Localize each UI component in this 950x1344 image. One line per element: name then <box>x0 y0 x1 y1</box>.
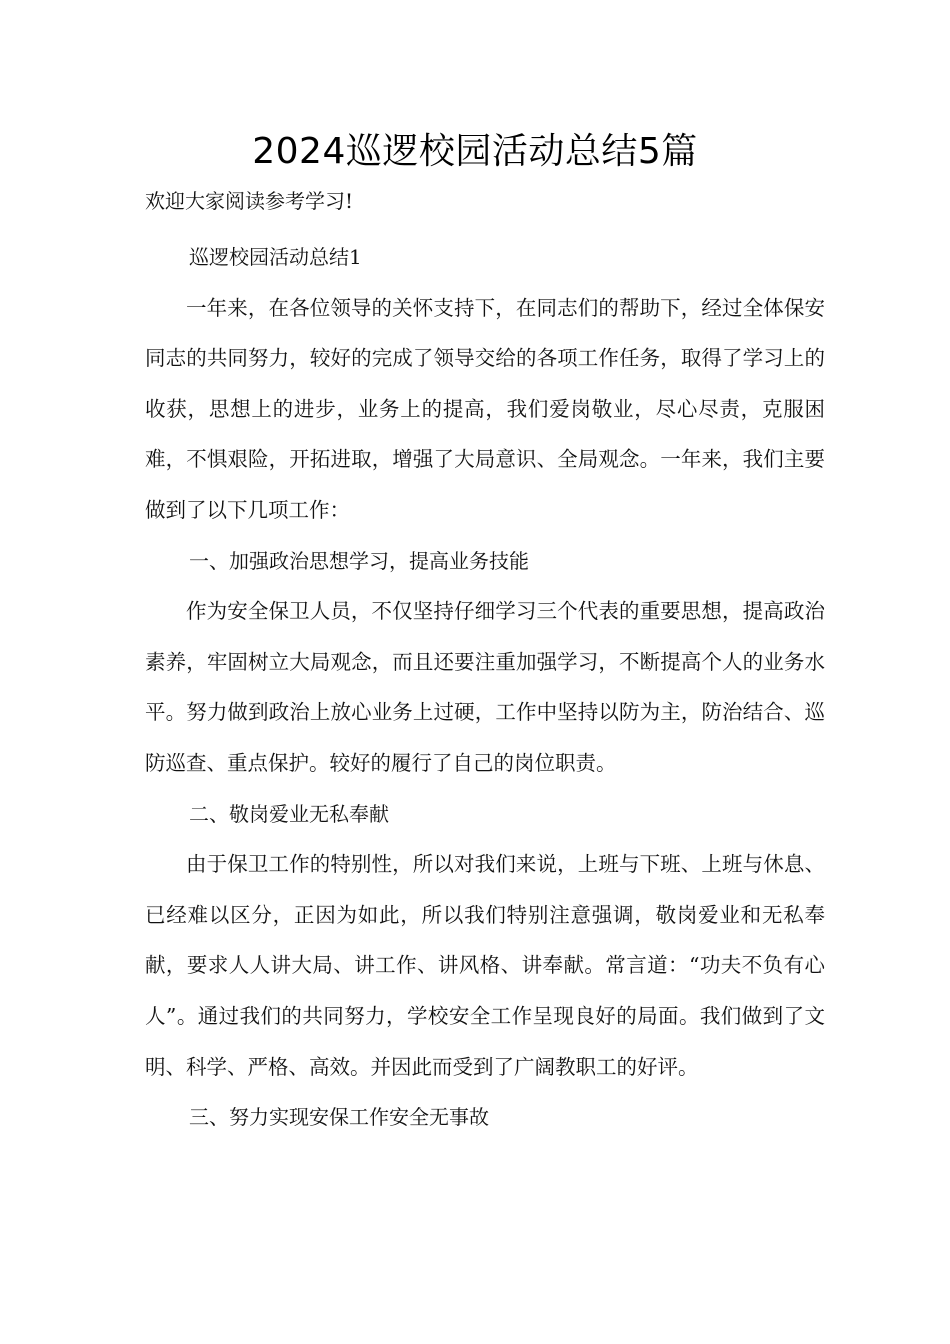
paragraph: 作为安全保卫人员，不仅坚持仔细学习三个代表的重要思想，提高政治素养，牢固树立大局观念，而且还要注重加强学习，不断提高个人的业务水平。努力做到政治上放心业务上过硬，工作中坚持以防为主，防治结合、巡防巡查、重点保护。较好的履行了自己的岗位职责。 <box>145 599 825 775</box>
section-heading: 二、敬岗爱业无私奉献 <box>189 801 389 826</box>
document-title: 2024巡逻校园活动总结5篇 <box>252 131 698 172</box>
section-heading: 巡逻校园活动总结1 <box>189 245 362 269</box>
paragraph: 由于保卫工作的特别性，所以对我们来说，上班与下班、上班与休息、已经难以区分，正因为如此，所以我们特别注意强调，敬岗爱业和无私奉献，要求人人讲大局、讲工作、讲风格、讲奉献。常言道：“功夫不负有心人”。通过我们的共同努力，学校安全工作呈现良好的局面。我们做到了文明、科学、严格、高效。并因此而受到了广阔教职工的好评。 <box>145 852 825 1079</box>
paragraph: 一年来，在各位领导的关怀支持下，在同志们的帮助下，经过全体保安同志的共同努力，较好的完成了领导交给的各项工作任务，取得了学习上的收获，思想上的进步，业务上的提高，我们爱岗敬业，尽心尽责，克服困难，不惧艰险，开拓进取，增强了大局意识、全局观念。一年来，我们主要做到了以下几项工作： <box>145 295 825 522</box>
document-body <box>145 232 825 1143</box>
intro-line: 欢迎大家阅读参考学习! <box>145 189 354 213</box>
section-heading: 一、加强政治思想学习，提高业务技能 <box>189 548 529 573</box>
section-heading: 三、努力实现安保工作安全无事故 <box>189 1105 489 1130</box>
